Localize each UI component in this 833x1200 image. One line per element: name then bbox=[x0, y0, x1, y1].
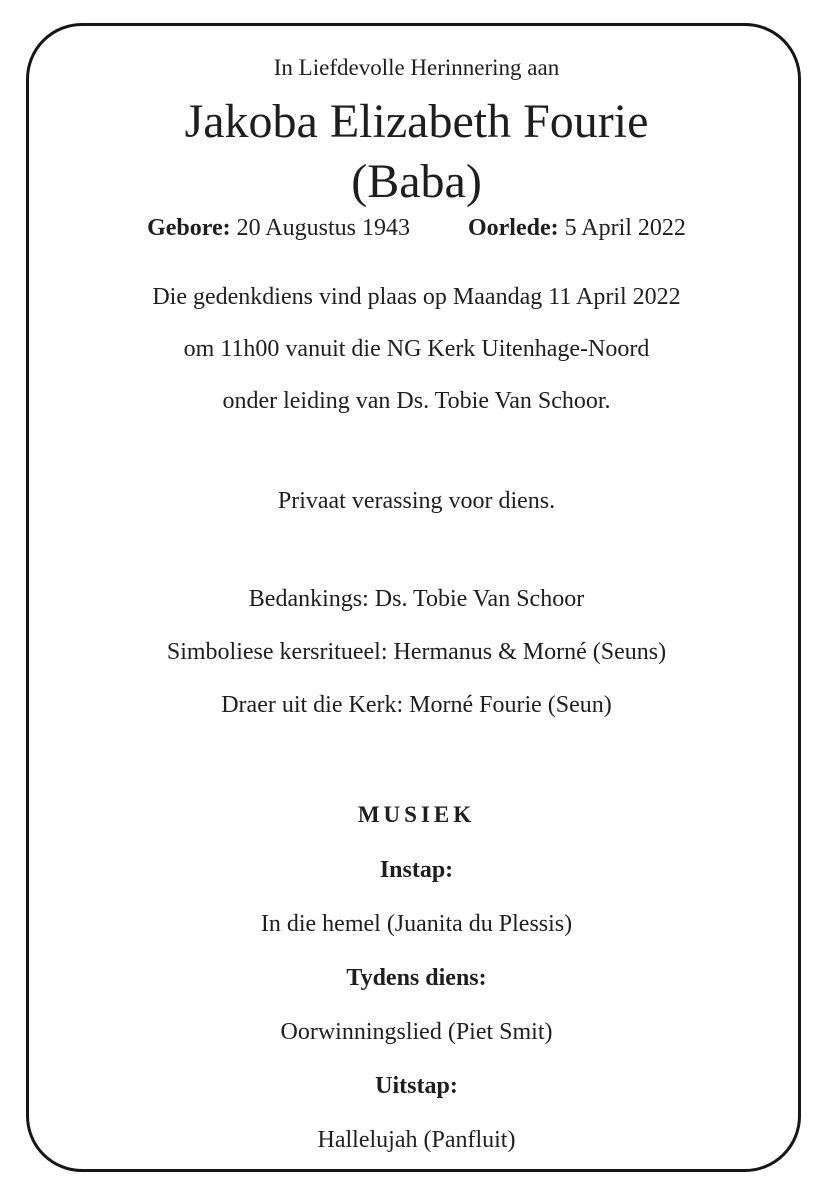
entrance-song: In die hemel (Juanita du Plessis) bbox=[260, 911, 573, 937]
during-song: Oorwinningslied (Piet Smit) bbox=[280, 1019, 553, 1045]
burial-note: Privaat verassing voor diens. bbox=[277, 488, 556, 514]
born-label: Gebore: bbox=[147, 215, 231, 241]
died-value: 5 April 2022 bbox=[564, 215, 686, 241]
dates-row bbox=[0, 215, 833, 242]
music-heading: MUSIEK bbox=[357, 802, 476, 827]
exit-song: Hallelujah (Panfluit) bbox=[317, 1127, 516, 1153]
exit-label: Uitstap: bbox=[375, 1073, 458, 1099]
service-line-3: onder leiding van Ds. Tobie Van Schoor. bbox=[222, 388, 611, 414]
during-label: Tydens diens: bbox=[346, 965, 487, 991]
died-date bbox=[468, 215, 686, 242]
service-line-2: om 11h00 vanuit die NG Kerk Uitenhage-Noord bbox=[183, 336, 650, 362]
born-date bbox=[147, 215, 410, 242]
deceased-name: Jakoba Elizabeth Fourie bbox=[184, 95, 649, 148]
intro-text: In Liefdevolle Herinnering aan bbox=[273, 55, 560, 80]
carrier-line: Draer uit die Kerk: Morné Fourie (Seun) bbox=[221, 692, 612, 718]
candle-ritual-line: Simboliese kersritueel: Hermanus & Morné (Seuns) bbox=[166, 639, 667, 665]
deceased-nickname: (Baba) bbox=[351, 155, 482, 208]
thanks-line: Bedankings: Ds. Tobie Van Schoor bbox=[248, 586, 585, 612]
died-label: Oorlede: bbox=[467, 215, 559, 241]
entrance-label: Instap: bbox=[379, 857, 454, 883]
born-value: 20 Augustus 1943 bbox=[236, 215, 410, 241]
service-line-1: Die gedenkdiens vind plaas op Maandag 11 April 2022 bbox=[152, 284, 681, 310]
